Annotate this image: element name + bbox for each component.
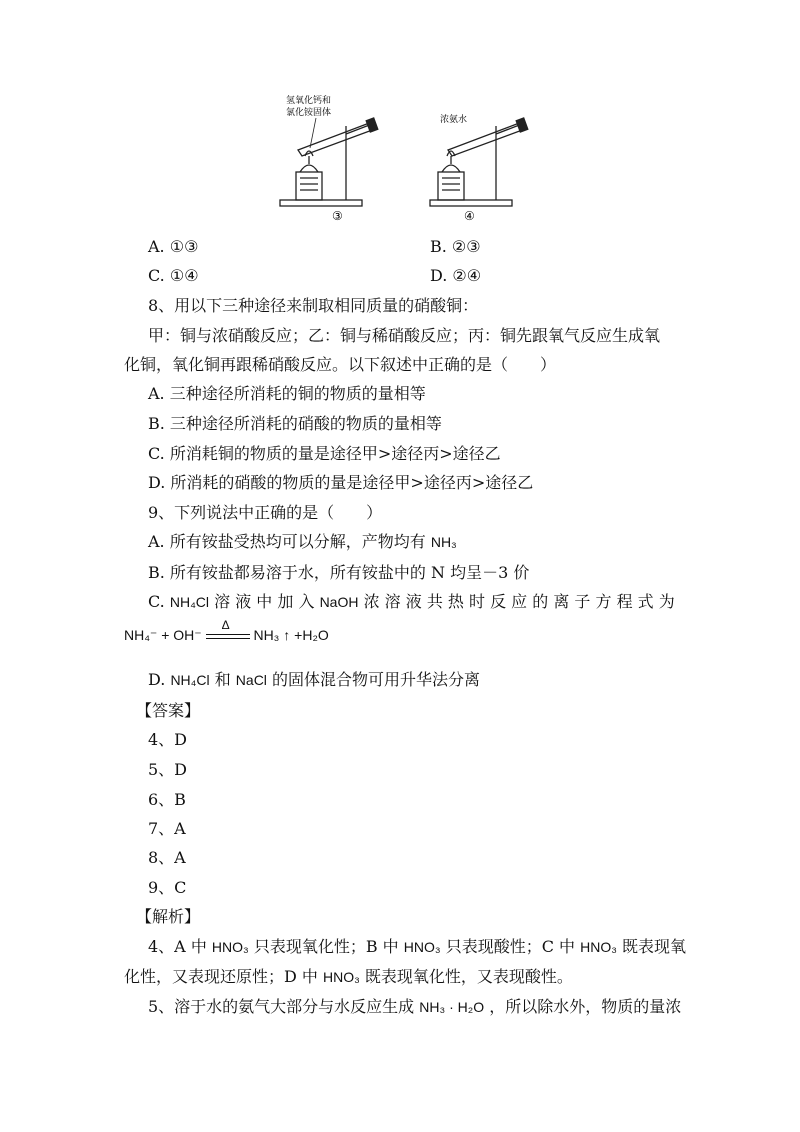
ionic-equation xyxy=(124,618,329,646)
analysis-4-text: 只表现氧化性；B 中 xyxy=(253,937,399,956)
q9-stem: 9、下列说法中正确的是（ ） xyxy=(148,503,383,522)
answer-item: 9、C xyxy=(148,878,187,897)
analysis-4-text: 化性，又表现还原性；D 中 xyxy=(124,967,318,986)
figure-number-3: ③ xyxy=(332,209,343,222)
q9-option-b: B. 所有铵盐都易溶于水，所有铵盐中的 N 均呈－3 价 xyxy=(148,563,530,582)
equation-arrow xyxy=(206,618,250,644)
q9-option-d-text-2: 的固体混合物可用升华法分离 xyxy=(272,670,481,689)
formula-nh3: NH₃ xyxy=(430,534,457,550)
q7-option-c: C. ①④ xyxy=(148,266,199,285)
q8-option-d: D. 所消耗的硝酸的物质的量是途径甲>途径丙>途径乙 xyxy=(148,473,534,492)
answer-header: 【答案】 xyxy=(136,701,201,720)
formula-nh4cl: NH₄Cl xyxy=(170,672,210,688)
answer-item: 6、B xyxy=(148,790,186,809)
q8-option-c: C. 所消耗铜的物质的量是途径甲>途径丙>途径乙 xyxy=(148,444,501,463)
formula-hno3: HNO₃ xyxy=(323,969,360,985)
equation-heat-sign: Δ xyxy=(221,618,230,633)
stand-base xyxy=(280,200,362,206)
q7-option-d: D. ②④ xyxy=(430,266,482,285)
reagent-label-3a: 氢氧化钙和 xyxy=(286,96,332,106)
equation-left: NH₄⁻ + OH⁻ xyxy=(124,627,202,643)
analysis-4-line-1 xyxy=(148,936,686,958)
analysis-4-line-2 xyxy=(124,966,573,988)
formula-nacl: NaCl xyxy=(235,672,267,688)
answer-item: 5、D xyxy=(148,760,188,779)
answer-item: 8、A xyxy=(148,848,186,867)
equation-right: NH₃ ↑ +H₂O xyxy=(253,627,329,643)
q9-option-a-text: A. 所有铵盐受热均可以分解，产物均有 xyxy=(148,532,426,551)
q9-option-d xyxy=(148,669,480,691)
q7-option-a: A. ①③ xyxy=(148,237,199,256)
q8-stem: 8、用以下三种途径来制取相同质量的硝酸铜： xyxy=(148,296,479,315)
q9-option-c-prefix: C. xyxy=(148,592,165,611)
reagent-label-3b: 氯化铵固体 xyxy=(286,108,332,118)
q9-option-d-prefix: D. xyxy=(148,670,166,689)
analysis-header: 【解析】 xyxy=(136,907,201,926)
q8-option-a: A. 三种途径所消耗的铜的物质的量相等 xyxy=(148,384,426,403)
formula-hno3: HNO₃ xyxy=(403,939,441,955)
analysis-4-text: 既表现氧化性，又表现酸性。 xyxy=(364,967,573,986)
apparatus-figure-4 xyxy=(426,92,546,222)
analysis-4-text: 4、A 中 xyxy=(148,937,207,956)
analysis-5-text: ，所以除水外，物质的量浓 xyxy=(489,997,682,1016)
answer-item: 4、D xyxy=(148,730,188,749)
formula-nh3-h2o: NH₃ · H₂O xyxy=(419,999,485,1015)
formula-naoh: NaOH xyxy=(319,594,359,610)
figure-number-4: ④ xyxy=(464,209,475,222)
analysis-5-text: 5、溶于水的氨气大部分与水反应生成 xyxy=(148,997,415,1016)
q9-option-c-text-1: 溶 液 中 加 入 xyxy=(214,592,315,611)
q8-line-3: 化铜，氧化铜再跟稀硝酸反应。以下叙述中正确的是（ ） xyxy=(124,355,557,374)
analysis-5-line-1 xyxy=(148,996,681,1018)
q7-option-b: B. ②③ xyxy=(430,237,481,256)
formula-hno3: HNO₃ xyxy=(211,939,249,955)
answer-item: 7、A xyxy=(148,819,186,838)
apparatus-figure-3 xyxy=(276,92,396,222)
analysis-4-text: 既表现氧 xyxy=(622,937,687,956)
formula-nh4cl: NH₄Cl xyxy=(169,594,210,610)
q9-option-a xyxy=(148,531,457,553)
q9-option-d-text-1: 和 xyxy=(214,670,231,689)
formula-hno3: HNO₃ xyxy=(580,939,617,955)
reagent-label-4: 浓氨水 xyxy=(440,115,468,125)
q8-option-b: B. 三种途径所消耗的硝酸的物质的量相等 xyxy=(148,414,442,433)
q9-option-c xyxy=(148,591,675,613)
q9-option-c-text-2: 浓 溶 液 共 热 时 反 应 的 离 子 方 程 式 为 xyxy=(363,592,675,611)
q8-line-2: 甲：铜与浓硝酸反应；乙：铜与稀硝酸反应；丙：铜先跟氧气反应生成氧 xyxy=(148,326,661,345)
analysis-4-text: 只表现酸性；C 中 xyxy=(445,937,576,956)
